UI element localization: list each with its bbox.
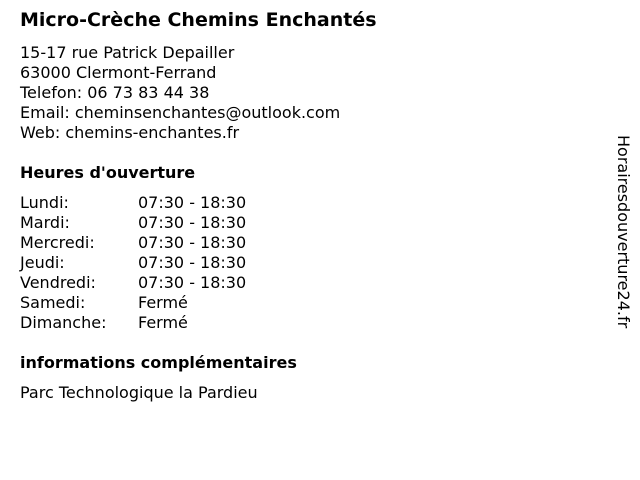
day-label: Jeudi: bbox=[20, 253, 65, 272]
hours-row-tuesday bbox=[20, 213, 246, 233]
time-value: 07:30 - 18:30 bbox=[138, 193, 247, 212]
hours-row-monday bbox=[20, 193, 246, 213]
hours-row-thursday bbox=[20, 253, 246, 273]
day-label: Vendredi: bbox=[20, 273, 96, 292]
city-line: 63000 Clermont-Ferrand bbox=[20, 63, 217, 82]
day-label: Dimanche: bbox=[20, 313, 107, 332]
email-line: Email: cheminsenchantes@outlook.com bbox=[20, 103, 341, 122]
day-label: Samedi: bbox=[20, 293, 86, 312]
hours-table bbox=[20, 193, 246, 333]
phone-line: Telefon: 06 73 83 44 38 bbox=[20, 83, 210, 102]
time-value: 07:30 - 18:30 bbox=[138, 273, 247, 292]
time-value: 07:30 - 18:30 bbox=[138, 233, 247, 252]
hours-heading: Heures d'ouverture bbox=[20, 163, 196, 182]
day-label: Mardi: bbox=[20, 213, 70, 232]
time-value: 07:30 - 18:30 bbox=[138, 253, 247, 272]
address-block bbox=[20, 43, 340, 143]
hours-row-wednesday bbox=[20, 233, 246, 253]
info-text: Parc Technologique la Pardieu bbox=[20, 383, 258, 402]
hours-row-sunday bbox=[20, 313, 246, 333]
street-line: 15-17 rue Patrick Depailler bbox=[20, 43, 235, 62]
page-title: Micro-Crèche Chemins Enchantés bbox=[20, 9, 377, 31]
web-line: Web: chemins-enchantes.fr bbox=[20, 123, 240, 142]
hours-row-saturday bbox=[20, 293, 246, 313]
time-value: 07:30 - 18:30 bbox=[138, 213, 247, 232]
day-label: Lundi: bbox=[20, 193, 69, 212]
brand-watermark: Horairesdouverture24.fr bbox=[614, 135, 633, 329]
time-value: Fermé bbox=[138, 293, 188, 312]
hours-row-friday bbox=[20, 273, 246, 293]
day-label: Mercredi: bbox=[20, 233, 95, 252]
time-value: Fermé bbox=[138, 313, 188, 332]
info-heading: informations complémentaires bbox=[20, 353, 297, 372]
